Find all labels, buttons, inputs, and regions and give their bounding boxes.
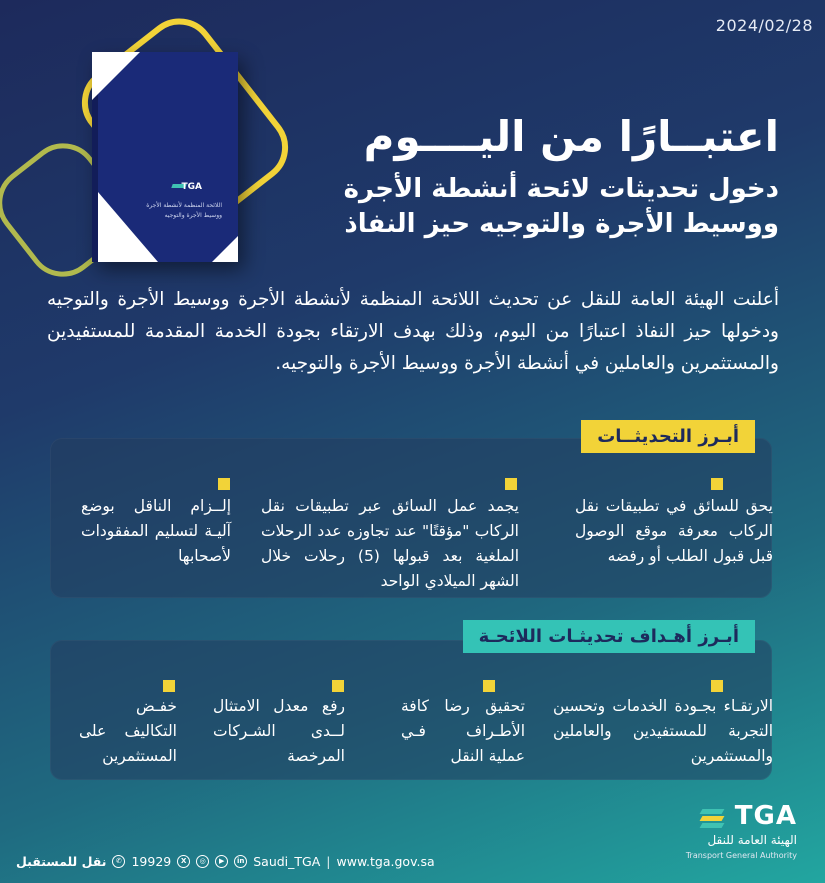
book-logo: TGA [181,182,202,192]
book-title: اللائحة المنظمة لأنشطة الأجرة [146,202,222,209]
instagram-icon[interactable]: ◎ [196,855,209,868]
footer-website[interactable]: www.tga.gov.sa [336,854,435,869]
update-item: إلــزام الناقل بوضع آليـة لتسليم المفقودات لأصحابها [81,497,231,566]
bullet-icon [332,680,344,692]
footer-phone[interactable]: 19929 [131,854,172,869]
book-corner-shape [92,52,140,100]
subheadline [309,172,779,242]
bullet-icon [711,478,723,490]
goals-title: أبـرز أهـداف تحديثـات اللائحـة [463,620,755,653]
updates-title: أبـرز التحديثــات [581,420,755,453]
bullet-icon [711,680,723,692]
goal-item: خفـض التكاليف على المستثمرين [79,697,177,766]
book-corner-shape [212,236,238,262]
goal-item: رفع معدل الامتثال لــدى الشـركات المرخصة [213,697,345,766]
logo-name: TGA [734,801,797,831]
logo-english-name: Transport General Authority [685,851,797,860]
headline: اعتبــارًا من اليــــوم [363,112,779,161]
footer-separator: | [326,854,331,869]
tga-logo [667,799,797,869]
intro-paragraph: أعلنت الهيئة العامة للنقل عن تحديث اللائحة المنظمة لأنشطة الأجرة ووسيط الأجرة والتوجيه ودخولها حيز النفاذ اعتبارًا من اليوم، وذلك بهدف الارتقاء بجودة الخدمة المقدمة للمستفيدين والمستثمرين والعاملين في أنشطة الأجرة ووسيط الأجرة والتوجيه. [47,289,779,374]
footer-contact-bar [16,854,435,869]
regulation-book-image [92,52,238,262]
subheadline-line: ووسيط الأجرة والتوجيه حيز النفاذ [344,209,779,240]
subheadline-line: دخول تحديثات لائحة أنشطة الأجرة [343,174,779,204]
publish-date: 2024/02/28 [715,16,813,35]
youtube-icon[interactable]: ▶ [215,855,228,868]
update-item: يجمد عمل السائق عبر تطبيقات نقل الركاب "مؤقتًا" عند تجاوزه عدد الرحلات الملغية بعد قبولها (5) رحلات خلال الشهر الميلادي الواحد [261,497,519,591]
update-item: يحق للسائق في تطبيقات نقل الركاب معرفة موقع الوصول قبل قبول الطلب أو رفضه [575,497,773,566]
x-icon[interactable]: X [177,855,190,868]
goal-item: الارتقـاء بجـودة الخدمات وتحسين التجربة للمستفيدين والعاملين والمستثمرين [553,697,773,766]
bullet-icon [483,680,495,692]
footer-motto: نقل للمستقبل [16,854,107,869]
linkedin-icon[interactable]: in [234,855,247,868]
bullet-icon [505,478,517,490]
whatsapp-icon[interactable]: ✆ [112,855,125,868]
book-subtitle: ووسيط الأجرة والتوجيه [164,212,222,219]
bullet-icon [163,680,175,692]
goal-item: تحقيق رضا كافة الأطـراف فـي عملية النقل [401,697,525,766]
logo-arabic-name: الهيئة العامة للنقل [707,833,797,847]
bullet-icon [218,478,230,490]
footer-handle[interactable]: Saudi_TGA [253,854,321,869]
tga-logo-mark [701,809,723,827]
